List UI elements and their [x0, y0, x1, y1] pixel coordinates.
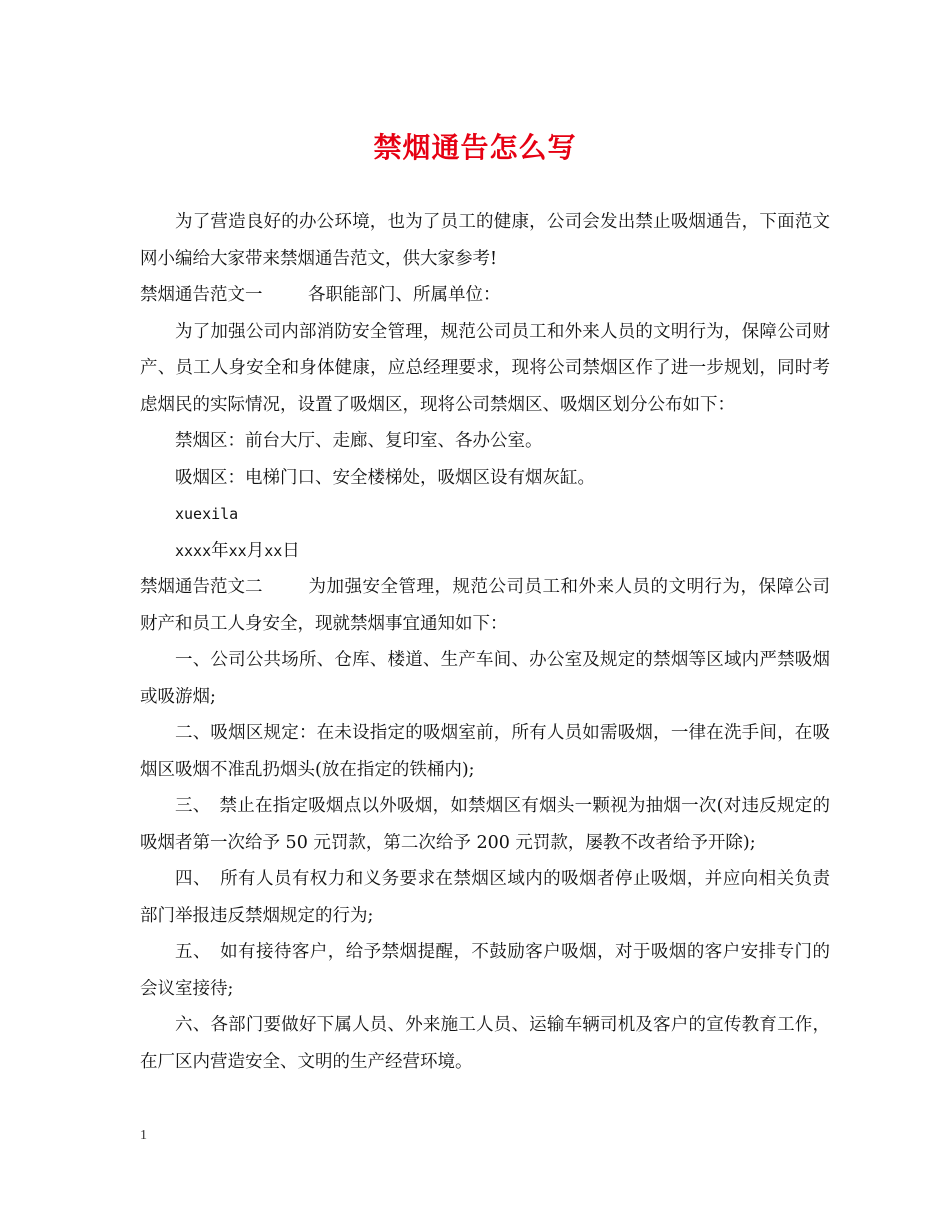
sample2-intro-paragraph [140, 569, 830, 642]
rule-item-2: 二、吸烟区规定：在未设指定的吸烟室前，所有人员如需吸烟，一律在洗手间，在吸烟区吸烟不准乱扔烟头(放在指定的铁桶内); [140, 723, 830, 780]
document-title: 禁烟通告怎么写 [373, 131, 577, 164]
date-month: xx [228, 541, 247, 560]
rule-item-3: 三、 禁止在指定吸烟点以外吸烟，如禁烟区有烟头一颗视为抽烟一次(对违反规定的吸烟者第一次给予 50 元罚款，第二次给予 200 元罚款，屡教不改者给予开除); [140, 796, 830, 853]
rule-item-1: 一、公司公共场所、仓库、楼道、生产车间、办公室及规定的禁烟等区域内严禁吸烟或吸游烟; [140, 650, 830, 707]
sample1-heading-line [140, 277, 830, 314]
rule-item-5: 五、 如有接待客户，给予禁烟提醒，不鼓励客户吸烟，对于吸烟的客户安排专门的会议室接待; [140, 942, 830, 999]
date-month-char: 月 [246, 540, 265, 561]
sample2-intro: 为加强安全管理，规范公司员工和外来人员的文明行为，保障公司财产和员工人身安全，现就禁烟事宜通知如下： [140, 577, 830, 634]
date-year: xxxx [175, 541, 212, 560]
rule-item-6: 六、各部门要做好下属人员、外来施工人员、运输车辆司机及客户的宣传教育工作，在厂区内营造安全、文明的生产经营环境。 [140, 1015, 830, 1072]
date-day-char: 日 [282, 540, 300, 561]
document-body [140, 204, 830, 1080]
signature-text: xuexila [175, 505, 239, 523]
date-line [140, 533, 830, 570]
date-year-char: 年 [211, 540, 229, 561]
sample1-label: 禁烟通告范文一 [140, 285, 263, 305]
smoking-area-line: 吸烟区：电梯门口、安全楼梯处，吸烟区设有烟灰缸。 [175, 467, 595, 488]
sample1-salutation: 各职能部门、所属单位： [308, 285, 501, 305]
no-smoking-area-line: 禁烟区：前台大厅、走廊、复印室、各办公室。 [175, 431, 543, 451]
sample1-paragraph: 为了加强公司内部消防安全管理，规范公司员工和外来人员的文明行为，保障公司财产、员工人身安全和身体健康，应总经理要求，现将公司禁烟区作了进一步规划，同时考虑烟民的实际情况，设置了吸烟区，现将公司禁烟区、吸烟区划分公布如下： [140, 321, 830, 415]
rule-item-4: 四、 所有人员有权力和义务要求在禁烟区域内的吸烟者停止吸烟，并应向相关负责部门举报违反禁烟规定的行为; [140, 869, 830, 926]
signature-line [140, 496, 830, 533]
date-day: xx [264, 541, 283, 560]
sample2-label: 禁烟通告范文二 [140, 577, 263, 597]
page-number: 1 [140, 1128, 147, 1143]
intro-paragraph: 为了营造良好的办公环境，也为了员工的健康，公司会发出禁止吸烟通告，下面范文网小编给大家带来禁烟通告范文，供大家参考! [140, 212, 830, 269]
